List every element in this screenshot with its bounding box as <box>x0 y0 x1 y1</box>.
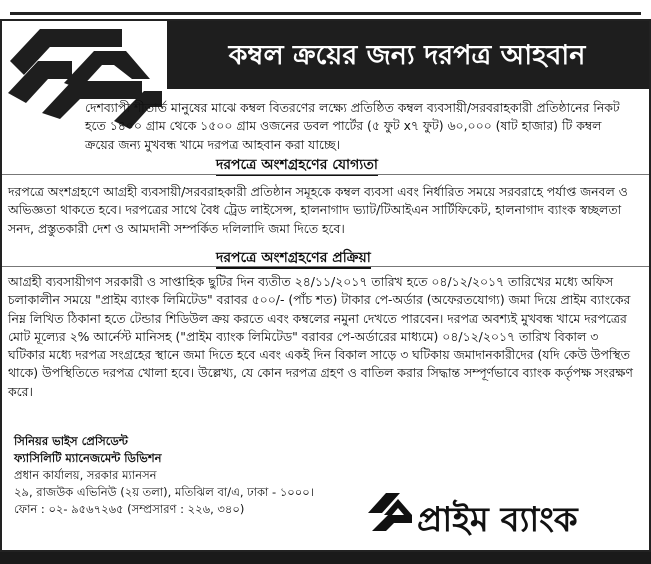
brand-name: প্রাইম ব্যাংক <box>417 500 578 540</box>
eligibility-heading-text: দরপত্রে অংশগ্রহণের যোগ্যতা <box>216 157 378 176</box>
brand-logo <box>364 491 578 540</box>
eligibility-paragraph: দরপত্রে অংশগ্রহণে আগ্রহী ব্যবসায়ী/সরবরাহকারী প্রতিষ্ঠান সমূহকে কম্বল ব্যবসা এবং নির্ধারিত সময়ে সরবরাহে পর্যাপ্ত জনবল ও অভিজ্ঞতা থাকতে হবে। দরপত্রের সাথে বৈধ ট্রেড লাইসেন্স, হালনাগাদ ভ্যাট/টিআইএন সার্টিফিকেট, হালনাগাদ ব্যাংক স্বচ্ছলতা সনদ, প্রস্তুতকারী দেশ ও আমদানী সম্পর্কিত দলিলাদি জমা দিতে হবে। <box>8 184 628 236</box>
divider <box>2 266 649 267</box>
phone: ফোন : ০২- ৯৫৬৭২৬৫ (সম্প্রসারণ : ২২৬, ৩৪০) <box>14 502 245 516</box>
process-heading-text: দরপত্রে অংশগ্রহণের প্রক্রিয়া <box>216 250 371 269</box>
top-border <box>0 0 651 19</box>
division: ফ্যাসিলিটি ম্যানেজমেন্ট ডিভিশন <box>14 451 162 465</box>
contact-block <box>14 433 314 518</box>
tender-notice <box>0 19 651 552</box>
bottom-bar <box>0 552 651 564</box>
designation: সিনিয়র ভাইস প্রেসিডেন্ট <box>14 434 128 448</box>
address: ২৯, রাজউক এভিনিউ (২য় তলা), মতিঝিল বা/এ, ঢাকা - ১০০০। <box>14 485 314 499</box>
office: প্রধান কার্যালয়, সরকার ম্যানসন <box>14 468 157 482</box>
process-paragraph: আগ্রহী ব্যবসায়ীগণ সরকারী ও সাপ্তাহিক ছুটির দিন ব্যতীত ২৪/১১/২০১৭ তারিখ হতে ০৪/১২/২০১৭ তারিখের মধ্যে অফিস চলাকালীন সময়ে "প্রাইম ব্যাংক লিমিটেড" বরাবর ৫০০/- (পাঁচ শত) টাকার পে-অর্ডার (অফেরতযোগ্য) জমা দিয়ে প্রাইম ব্যাংকের নিম্ন লিখিত ঠিকানা হতে টেন্ডার শিডিউল ক্রয় করতে এবং কম্বলের নমুনা দেখতে পারবেন। দরপত্র অবশ্যই মুখবন্ধ খামে দরপত্রের মোট মূল্যের ২% আর্নেস্ট মানিসহ ("প্রাইম ব্যাংক লিমিটেড" বরাবর পে-অর্ডারের মাধ্যমে) ০৪/১২/২০১৭ তারিখ বিকাল ৩ ঘটিকার মধ্যে দরপত্র সংগ্রহের স্থানে জমা দিতে হবে এবং একই দিন বিকাল সাড়ে ৩ ঘটিকায় জমাদানকারীদের (যদি কেউ উপস্থিত থাকে) উপস্থিতিতে দরপত্র খোলা হবে। উল্লেখ্য, যে কোন দরপত্র গ্রহণ ও বাতিল করার সিদ্ধান্ত সম্পূর্ণভাবে ব্যাংক কর্তৃপক্ষ সংরক্ষণ করে। <box>8 274 633 399</box>
divider <box>2 174 649 175</box>
brand-mark-icon <box>364 491 414 535</box>
notice-title: কম্বল ক্রয়ের জন্য দরপত্র আহবান <box>228 40 586 71</box>
intro-paragraph: দেশব্যাপী শীতার্ত মানুষের মাঝে কম্বল বিতরণের লক্ষ্যে প্রতিষ্ঠিত কম্বল ব্যবসায়ী/সরবরাহকারী প্রতিষ্ঠানের নিকট হতে ১৪০০ গ্রাম থেকে ১৫০০ গ্রাম ওজনের ডবল পার্টের (৫ ফুট x৭ ফুট) ৬০,০০০ (ষাট হাজার) টি কম্বল ক্রয়ের জন্য মুখবন্ধ খামে দরপত্র আহবান করা যাচ্ছে। <box>85 100 620 152</box>
